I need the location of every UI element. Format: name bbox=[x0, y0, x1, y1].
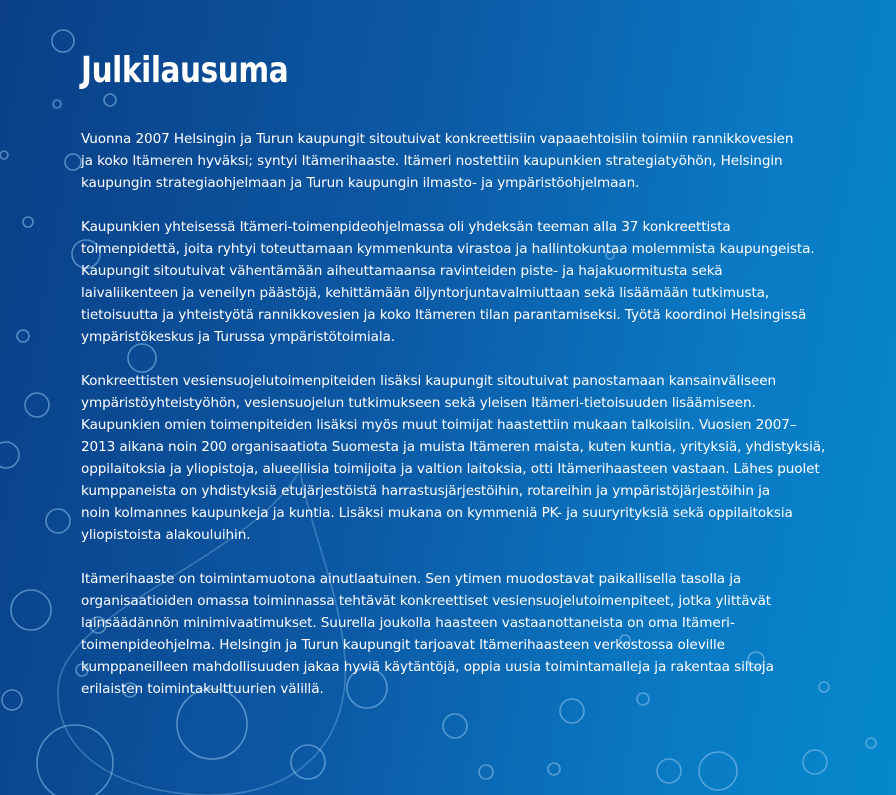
paragraph-2: Kaupunkien yhteisessä Itämeri-toimenpideohjelmassa oli yhdeksän teeman alla 37 konkreettista toimenpidettä, joita ryhtyi toteuttamaan kymmenkunta virastoa ja hallintokuntaa molemmista kaupungeista. Kaupungit sitoutuivat vähentämään aiheuttamaansa ravinteiden piste- ja hajakuormitusta sekä laivaliikenteen ja veneilyn päästöjä, kehittämään öljyntorjuntavalmiuttaan sekä lisäämään tutkimusta, tietoisuutta ja yhteistyötä rannikkovesien ja koko Itämeren tilan parantamiseksi. Työtä koordinoi Helsingissä ympäristökeskus ja Turussa ympäristötoimiala. bbox=[81, 219, 815, 345]
statement-content bbox=[81, 48, 841, 722]
page-title: Julkilausuma bbox=[81, 50, 289, 91]
paragraph-1: Vuonna 2007 Helsingin ja Turun kaupungit sitoutuivat konkreettisiin vapaaehtoisiin toimiin rannikkovesien ja koko Itämeren hyväksi; syntyi Itämerihaaste. Itämeri nostettiin kaupunkien strategiatyöhön, Helsingin kaupungin strategiaohjelmaan ja Turun kaupungin ilmasto- ja ympäristöohjelmaan. bbox=[81, 131, 794, 191]
paragraph-4: Itämerihaaste on toimintamuotona ainutlaatuinen. Sen ytimen muodostavat paikallisella tasolla ja organisaatioiden omassa toiminnassa tehtävät konkreettiset vesiensuojelutoimenpiteet, jotka ylittävät lainsäädännön minimivaatimukset. Suurella joukolla haasteen vastaanottaneista on oma Itämeri- toimenpideohjelma. Helsingin ja Turun kaupungit tarjoavat Itämerihaasteen verkostossa oleville kumppaneilleen mahdollisuuden jakaa hyviä käytäntöjä, oppia uusia toimintamalleja ja rakentaa siltoja erilaisten toimintakulttuurien välillä. bbox=[81, 571, 774, 697]
paragraph-3: Konkreettisten vesiensuojelutoimenpiteiden lisäksi kaupungit sitoutuivat panostamaan kansainväliseen ympäristöyhteistyöhön, vesiensuojelun tutkimukseen sekä yleisen Itämeri-tietoisuuden lisäämiseen. Kaupunkien omien toimenpiteiden lisäksi myös muut toimijat haastettiin mukaan talkoisiin. Vuosien 2007– 2013 aikana noin 200 organisaatiota Suomesta ja muista Itämeren maista, kuten kuntia, yrityksiä, yhdistyksiä, oppilaitoksia ja yliopistoja, alueellisia toimijoita ja valtion laitoksia, otti Itämerihaasteen vastaan. Lähes puolet kumppaneista on yhdistyksiä etujärjestöistä harrastusjärjestöihin, rotareihin ja ympäristöjärjestöihin ja noin kolmannes kaupunkeja ja kuntia. Lisäksi mukana on kymmeniä PK- ja suuryrityksiä sekä oppilaitoksia yliopistoista alakouluihin. bbox=[81, 373, 826, 543]
